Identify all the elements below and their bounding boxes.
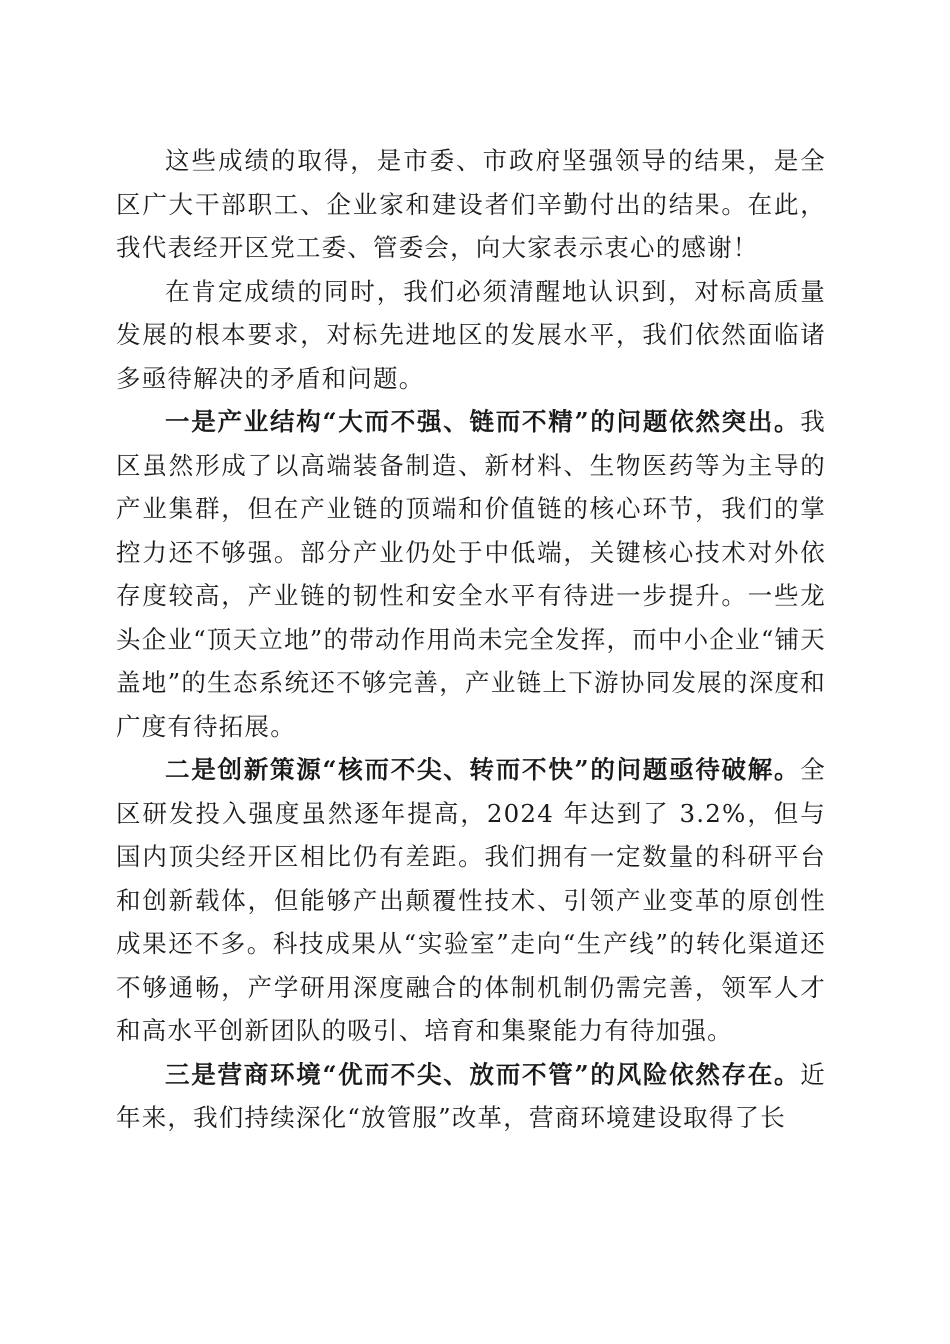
paragraph-innovation	[116, 748, 826, 1053]
paragraph-text: 我区虽然形成了以高端装备制造、新材料、生物医药等为主导的产业集群，但在产业链的顶端和价值链的核心环节，我们的掌控力还不够强。部分产业仍处于中低端，关键核心技术对外依存度较高，产业链的韧性和安全水平有待进一步提升。一些龙头企业“顶天立地”的带动作用尚未完全发挥，而中小企业“铺天盖地”的生态系统还不够完善，产业链上下游协同发展的深度和广度有待拓展。	[116, 407, 826, 741]
paragraph-lead: 一是产业结构“大而不强、链而不精”的问题依然突出。	[165, 407, 801, 436]
paragraph-text: 全区研发投入强度虽然逐年提高，2024 年达到了 3.2%，但与国内顶尖经开区相比仍有差距。我们拥有一定数量的科研平台和创新载体，但能够产出颠覆性技术、引领产业变革的原创性成果还不多。科技成果从“实验室”走向“生产线”的转化渠道还不够通畅，产学研用深度融合的体制机制仍需完善，领军人才和高水平创新团队的吸引、培育和集聚能力有待加强。	[116, 755, 826, 1045]
paragraph-business-environment	[116, 1053, 826, 1140]
paragraph-text: 这些成绩的取得，是市委、市政府坚强领导的结果，是全区广大干部职工、企业家和建设者们辛勤付出的结果。在此，我代表经开区党工委、管委会，向大家表示衷心的感谢！	[116, 146, 826, 262]
document-body	[116, 139, 826, 1140]
paragraph-industry-structure	[116, 400, 826, 748]
paragraph-lead: 二是创新策源“核而不尖、转而不快”的问题亟待破解。	[165, 755, 801, 784]
paragraph-problems-intro	[116, 270, 826, 401]
paragraph-lead: 三是营商环境“优而不尖、放而不管”的风险依然存在。	[165, 1059, 801, 1089]
paragraph-text: 在肯定成绩的同时，我们必须清醒地认识到，对标高质量发展的根本要求，对标先进地区的发展水平，我们依然面临诸多亟待解决的矛盾和问题。	[116, 276, 826, 393]
paragraph-text: 近年来，我们持续深化“放管服”改革，营商环境建设取得了长	[116, 1059, 826, 1132]
paragraph-achievements	[116, 139, 826, 270]
